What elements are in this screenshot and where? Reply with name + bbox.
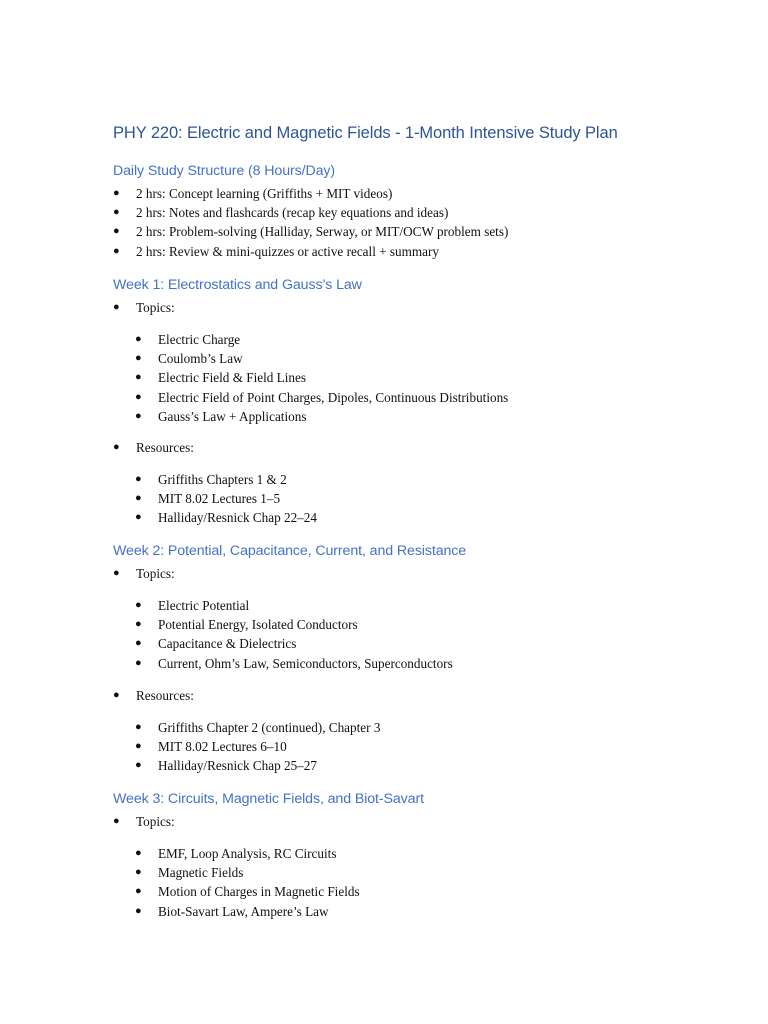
list-item: ● Halliday/Resnick Chap 25–27: [135, 756, 380, 775]
bullet-icon: ●: [113, 244, 120, 257]
bullet-icon: ●: [135, 409, 142, 422]
list-item: ● Halliday/Resnick Chap 22–24: [135, 508, 317, 527]
week-2-heading: Week 2: Potential, Capacitance, Current, and Resistance: [113, 543, 467, 559]
list-item: ● Potential Energy, Isolated Conductors: [135, 615, 453, 634]
bullet-icon: ●: [135, 390, 142, 403]
list-item: ● Motion of Charges in Magnetic Fields: [135, 882, 360, 901]
list-item: ● MIT 8.02 Lectures 6–10: [135, 737, 380, 756]
bullet-icon: ●: [113, 187, 120, 199]
list-item: ● 2 hrs: Review & mini-quizzes or active recall + summary: [113, 242, 508, 261]
bullet-icon: ●: [135, 637, 142, 650]
list-item: ● Topics:: [113, 564, 175, 583]
bullet-icon: ●: [113, 206, 120, 219]
bullet-icon: ●: [113, 441, 120, 453]
bullet-icon: ●: [135, 599, 142, 611]
bullet-icon: ●: [113, 301, 120, 313]
list-item: ● Gauss’s Law + Applications: [135, 407, 508, 426]
list-item: ● Resources:: [113, 438, 194, 457]
bullet-icon: ●: [135, 473, 142, 485]
week-1-resources-list: [135, 470, 317, 528]
daily-structure-list: [113, 184, 508, 261]
bullet-icon: ●: [135, 618, 142, 631]
list-item: ● EMF, Loop Analysis, RC Circuits: [135, 844, 360, 863]
bullet-icon: ●: [135, 511, 142, 524]
list-item: ● 2 hrs: Problem-solving (Halliday, Serway, or MIT/OCW problem sets): [113, 222, 508, 241]
week-3-topics-label-list: [113, 812, 175, 831]
list-item: ● Topics:: [113, 812, 175, 831]
bullet-icon: ●: [135, 740, 142, 753]
daily-structure-heading: Daily Study Structure (8 Hours/Day): [113, 163, 335, 179]
bullet-icon: ●: [135, 656, 142, 669]
list-item: ● Resources:: [113, 686, 194, 705]
list-item: ● Electric Field of Point Charges, Dipoles, Continuous Distributions: [135, 388, 508, 407]
bullet-icon: ●: [135, 885, 142, 898]
bullet-icon: ●: [135, 492, 142, 505]
document-title: PHY 220: Electric and Magnetic Fields - 1-Month Intensive Study Plan: [113, 124, 618, 142]
bullet-icon: ●: [135, 352, 142, 365]
list-item: ● Biot-Savart Law, Ampere’s Law: [135, 902, 360, 921]
bullet-icon: ●: [135, 721, 142, 733]
bullet-icon: ●: [113, 225, 120, 238]
list-item: ● Topics:: [113, 298, 175, 317]
bullet-icon: ●: [113, 815, 120, 827]
list-item: ● Electric Potential: [135, 596, 453, 615]
list-item: ● Coulomb’s Law: [135, 349, 508, 368]
list-item: ● Magnetic Fields: [135, 863, 360, 882]
week-2-resources-list: [135, 718, 380, 776]
bullet-icon: ●: [113, 567, 120, 579]
list-item: ● Electric Field & Field Lines: [135, 368, 508, 387]
list-item: ● Griffiths Chapters 1 & 2: [135, 470, 317, 489]
bullet-icon: ●: [135, 847, 142, 859]
week-3-topics-list: [135, 844, 360, 921]
list-item: ● Current, Ohm’s Law, Semiconductors, Superconductors: [135, 654, 453, 673]
list-item: ● Electric Charge: [135, 330, 508, 349]
week-1-topics-list: [135, 330, 508, 426]
list-item: ● 2 hrs: Notes and flashcards (recap key equations and ideas): [113, 203, 508, 222]
week-2-topics-label-list: [113, 564, 175, 583]
list-item: ● Griffiths Chapter 2 (continued), Chapter 3: [135, 718, 380, 737]
week-2-topics-list: [135, 596, 453, 673]
bullet-icon: ●: [135, 904, 142, 917]
week-2-resources-label-list: [113, 686, 194, 705]
bullet-icon: ●: [135, 866, 142, 879]
list-item: ● 2 hrs: Concept learning (Griffiths + MIT videos): [113, 184, 508, 203]
bullet-icon: ●: [135, 759, 142, 772]
bullet-icon: ●: [113, 689, 120, 701]
bullet-icon: ●: [135, 333, 142, 345]
bullet-icon: ●: [135, 371, 142, 384]
list-item: ● Capacitance & Dielectrics: [135, 634, 453, 653]
week-1-resources-label-list: [113, 438, 194, 457]
list-item: ● MIT 8.02 Lectures 1–5: [135, 489, 317, 508]
week-1-topics-label-list: [113, 298, 175, 317]
week-1-heading: Week 1: Electrostatics and Gauss’s Law: [113, 277, 362, 293]
week-3-heading: Week 3: Circuits, Magnetic Fields, and Biot-Savart: [113, 791, 424, 807]
